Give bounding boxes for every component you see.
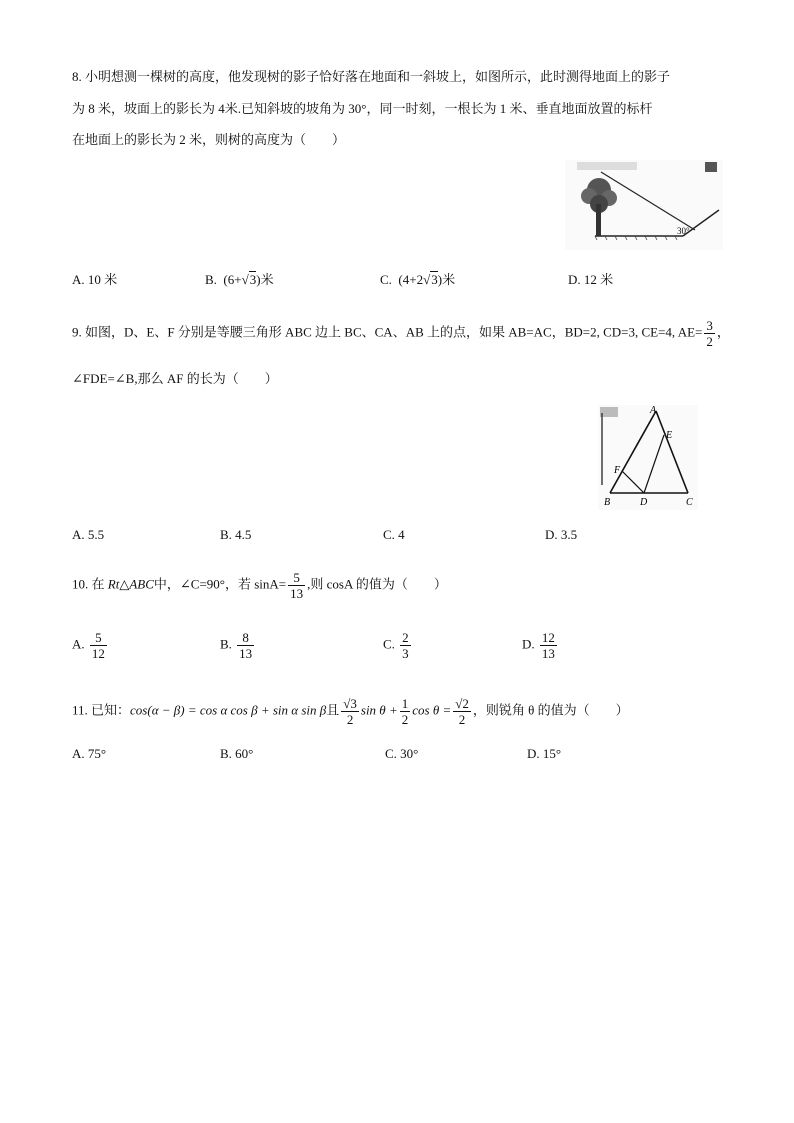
q11-option-a: A. 75° xyxy=(72,746,107,761)
q9-line1-text: 9. 如图，D、E、F 分别是等腰三角形 ABC 边上 BC、CA、AB 上的点，如果 AB=AC，BD=2, CD=3, CE=4, AE= xyxy=(72,324,703,340)
q11-f1-num: √3 xyxy=(343,696,357,711)
q10-prefix: 10. 在 xyxy=(72,576,105,592)
q10-option-c-num: 2 xyxy=(402,630,409,645)
q8-option-b-close: )米 xyxy=(256,272,274,287)
q10-option-b xyxy=(220,630,256,661)
q11-option-d: D. 15° xyxy=(527,746,562,761)
q8-line2: 为 8 米，坡面上的影长为 4米.已知斜坡的坡角为 30°，同一时刻，一根长为 1 米、垂直地面放置的标杆 xyxy=(72,101,653,116)
q8-option-c-close: )米 xyxy=(437,272,456,287)
q8-option-c-label: C. xyxy=(380,272,392,287)
q10-option-d-fraction xyxy=(540,630,557,661)
q9-option-c: C. 4 xyxy=(383,527,405,542)
q10-option-d-num: 12 xyxy=(541,630,555,645)
q8-angle-label: 30° xyxy=(677,226,690,236)
q8-option-b-root: 3 xyxy=(249,272,257,287)
q11-option-b: B. 60° xyxy=(220,746,254,761)
q11-f3-num: √2 xyxy=(455,696,469,711)
q11-formula: cos(α − β) = cos α cos β + sin α sin β xyxy=(130,702,327,718)
q9-label-f: F xyxy=(614,465,621,476)
q11-option-c: C. 30° xyxy=(385,746,419,761)
q10-option-a-num: 5 xyxy=(90,630,107,646)
q11-f2 xyxy=(400,696,411,727)
q11-f2-den: 2 xyxy=(401,712,409,727)
q10-option-d-label: D. xyxy=(522,636,535,652)
q10-triangle: Rt△ABC xyxy=(107,576,154,592)
q10-sin-num: 5 xyxy=(288,570,305,586)
q8-option-d: D. 12 米 xyxy=(568,272,614,287)
q9-ae-num: 3 xyxy=(706,318,713,333)
q10-option-a-den: 12 xyxy=(91,646,105,661)
q11-stem xyxy=(72,696,629,727)
q8-option-c-root: 3 xyxy=(431,272,438,287)
q9-triangle-figure xyxy=(598,405,698,510)
q10-option-d xyxy=(522,630,559,661)
q9-label-b: B xyxy=(604,497,611,508)
q9-label-c: C xyxy=(686,497,693,508)
q9-ae-fraction xyxy=(704,318,715,349)
q10-suffix: ,则 cosA 的值为（ ） xyxy=(307,576,447,592)
q8-tree-slope-figure xyxy=(565,160,723,250)
q11-f3-den: 2 xyxy=(458,712,466,727)
q11-cos-theta: cos θ = xyxy=(412,702,452,718)
q10-option-a-label: A. xyxy=(72,636,85,652)
q10-option-b-num: 8 xyxy=(237,630,254,646)
q9-option-d: D. 3.5 xyxy=(545,527,578,542)
q10-option-b-den: 13 xyxy=(239,646,253,661)
q9-label-e: E xyxy=(666,430,673,441)
q10-stem xyxy=(72,570,447,601)
q9-label-a: A xyxy=(650,405,657,416)
q11-f3 xyxy=(453,696,471,727)
q9-option-b: B. 4.5 xyxy=(220,527,252,542)
q10-option-a-fraction xyxy=(90,630,107,661)
q9-option-a: A. 5.5 xyxy=(72,527,105,542)
q11-f1 xyxy=(341,696,359,727)
q8-option-b-label: B. xyxy=(205,272,217,287)
q11-prefix: 11. 已知： xyxy=(72,702,131,718)
q11-f2-num: 1 xyxy=(401,696,409,711)
q10-option-a xyxy=(72,630,109,661)
q10-option-d-den: 13 xyxy=(541,646,555,661)
q8-option-b: B. (6+√3)米 xyxy=(205,272,274,287)
q8-option-a: A. 10 米 xyxy=(72,272,118,287)
q8-option-c: C. (4+2√3)米 xyxy=(380,272,456,287)
q10-option-b-label: B. xyxy=(220,636,232,652)
q9-line1-end: ， xyxy=(716,324,730,340)
q10-option-c-den: 3 xyxy=(402,646,409,661)
q10-mid: 中，∠C=90°，若 sinA= xyxy=(153,576,287,592)
q10-sin-fraction xyxy=(288,570,305,601)
q9-line2: ∠FDE=∠B,那么 AF 的长为（ ） xyxy=(72,371,278,386)
q11-sin-theta: sin θ + xyxy=(360,702,398,718)
q8-option-c-open: (4+2 xyxy=(398,272,424,287)
q8-option-b-open: (6+ xyxy=(223,272,242,287)
q8-line1: 8. 小明想测一棵树的高度，他发现树的影子恰好落在地面和一斜坡上，如图所示，此时测得地面上的影子 xyxy=(72,69,671,84)
q10-sin-den: 13 xyxy=(290,586,304,601)
q9-ae-den: 2 xyxy=(706,334,713,349)
q8-line3: 在地面上的影长为 2 米，则树的高度为（ ） xyxy=(72,132,346,147)
q9-label-d: D xyxy=(640,497,648,508)
q11-suffix: ，则锐角 θ 的值为（ ） xyxy=(472,702,629,718)
q10-option-c-label: C. xyxy=(383,636,395,652)
q10-option-b-fraction xyxy=(237,630,254,661)
q10-option-c xyxy=(383,630,413,661)
q9-line1 xyxy=(72,318,730,349)
q11-and: 且 xyxy=(326,702,340,718)
q11-f1-den: 2 xyxy=(346,712,354,727)
q10-option-c-fraction xyxy=(400,630,411,661)
